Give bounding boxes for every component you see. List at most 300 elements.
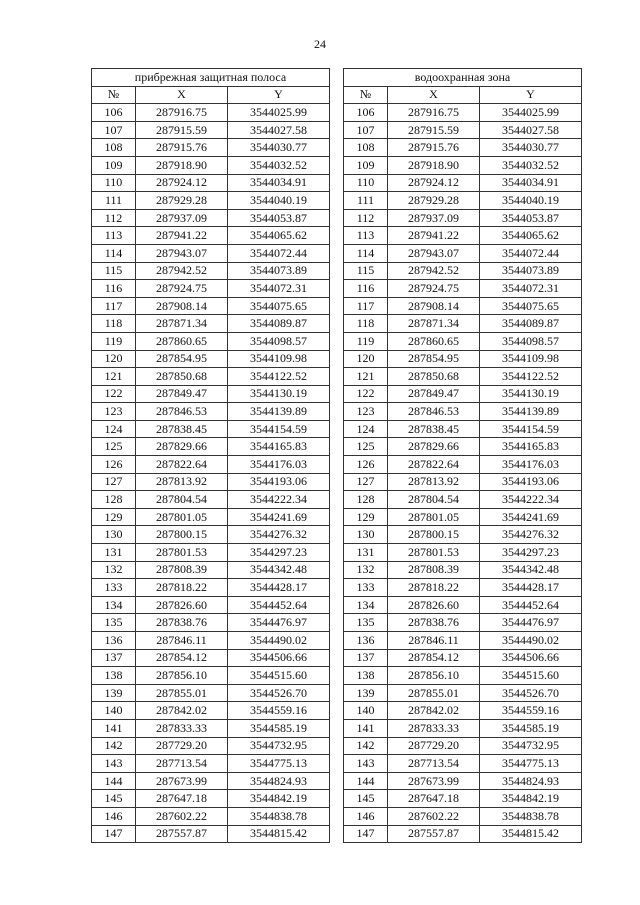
cell-x: 287924.75 xyxy=(136,280,228,298)
cell-y: 3544176.03 xyxy=(228,456,330,474)
cell-number: 125 xyxy=(92,438,136,456)
cell-y: 3544073.89 xyxy=(480,262,582,280)
cell-number: 116 xyxy=(344,280,388,298)
table-row xyxy=(92,297,330,315)
cell-y: 3544034.91 xyxy=(228,174,330,192)
table-row xyxy=(344,790,582,808)
cell-x: 287924.12 xyxy=(388,174,480,192)
cell-x: 287804.54 xyxy=(136,491,228,509)
cell-number: 144 xyxy=(344,772,388,790)
cell-y: 3544452.64 xyxy=(480,596,582,614)
table-row xyxy=(92,491,330,509)
cell-x: 287829.66 xyxy=(136,438,228,456)
table-row xyxy=(92,350,330,368)
cell-y: 3544842.19 xyxy=(480,790,582,808)
cell-y: 3544165.83 xyxy=(480,438,582,456)
cell-number: 106 xyxy=(92,104,136,122)
coordinates-table-water-protection-zone xyxy=(343,68,582,843)
cell-x: 287647.18 xyxy=(388,790,480,808)
cell-number: 106 xyxy=(344,104,388,122)
cell-y: 3544193.06 xyxy=(228,473,330,491)
cell-number: 113 xyxy=(92,227,136,245)
cell-number: 123 xyxy=(92,403,136,421)
cell-number: 143 xyxy=(344,755,388,773)
table-row xyxy=(92,174,330,192)
cell-y: 3544098.57 xyxy=(228,332,330,350)
table-row xyxy=(344,174,582,192)
cell-y: 3544130.19 xyxy=(228,385,330,403)
cell-x: 287713.54 xyxy=(136,755,228,773)
cell-x: 287846.53 xyxy=(136,403,228,421)
table-row xyxy=(344,280,582,298)
cell-y: 3544490.02 xyxy=(480,632,582,650)
column-header-number: № xyxy=(92,86,136,104)
cell-x: 287846.11 xyxy=(136,632,228,650)
cell-y: 3544276.32 xyxy=(480,526,582,544)
table-row xyxy=(92,702,330,720)
cell-y: 3544072.31 xyxy=(480,280,582,298)
cell-y: 3544452.64 xyxy=(228,596,330,614)
cell-x: 287929.28 xyxy=(388,192,480,210)
table-row xyxy=(344,755,582,773)
cell-x: 287856.10 xyxy=(388,667,480,685)
cell-x: 287849.47 xyxy=(388,385,480,403)
cell-number: 138 xyxy=(92,667,136,685)
table-row xyxy=(92,332,330,350)
table-row xyxy=(344,121,582,139)
cell-x: 287842.02 xyxy=(388,702,480,720)
cell-x: 287850.68 xyxy=(388,368,480,386)
cell-x: 287915.76 xyxy=(136,139,228,157)
cell-number: 132 xyxy=(92,561,136,579)
cell-x: 287908.14 xyxy=(136,297,228,315)
cell-x: 287838.45 xyxy=(136,420,228,438)
table-row xyxy=(92,438,330,456)
cell-y: 3544297.23 xyxy=(228,544,330,562)
cell-x: 287647.18 xyxy=(136,790,228,808)
cell-number: 113 xyxy=(344,227,388,245)
cell-number: 124 xyxy=(344,420,388,438)
table-row xyxy=(344,192,582,210)
cell-number: 109 xyxy=(344,156,388,174)
cell-number: 125 xyxy=(344,438,388,456)
cell-number: 130 xyxy=(92,526,136,544)
table-row xyxy=(92,280,330,298)
cell-number: 122 xyxy=(344,385,388,403)
coordinates-table-coastal-strip xyxy=(91,68,330,843)
cell-x: 287838.45 xyxy=(388,420,480,438)
cell-x: 287846.11 xyxy=(388,632,480,650)
cell-number: 147 xyxy=(92,825,136,843)
cell-y: 3544030.77 xyxy=(228,139,330,157)
cell-y: 3544842.19 xyxy=(228,790,330,808)
table-row xyxy=(92,262,330,280)
cell-y: 3544072.44 xyxy=(228,244,330,262)
table-row xyxy=(344,156,582,174)
cell-x: 287942.52 xyxy=(388,262,480,280)
table-row xyxy=(92,209,330,227)
cell-x: 287818.22 xyxy=(388,579,480,597)
cell-x: 287829.66 xyxy=(388,438,480,456)
cell-y: 3544032.52 xyxy=(228,156,330,174)
table-row xyxy=(344,139,582,157)
cell-number: 136 xyxy=(92,632,136,650)
cell-x: 287850.68 xyxy=(136,368,228,386)
cell-y: 3544838.78 xyxy=(228,807,330,825)
cell-y: 3544034.91 xyxy=(480,174,582,192)
cell-x: 287822.64 xyxy=(388,456,480,474)
table-row xyxy=(344,491,582,509)
table-row xyxy=(92,649,330,667)
cell-x: 287915.59 xyxy=(136,121,228,139)
cell-x: 287937.09 xyxy=(136,209,228,227)
cell-x: 287854.95 xyxy=(136,350,228,368)
cell-number: 120 xyxy=(92,350,136,368)
cell-y: 3544072.31 xyxy=(228,280,330,298)
cell-number: 133 xyxy=(344,579,388,597)
cell-number: 110 xyxy=(344,174,388,192)
cell-number: 131 xyxy=(92,544,136,562)
table-row xyxy=(92,192,330,210)
cell-x: 287943.07 xyxy=(136,244,228,262)
table-row xyxy=(92,508,330,526)
table-row xyxy=(344,579,582,597)
cell-y: 3544025.99 xyxy=(480,104,582,122)
cell-y: 3544122.52 xyxy=(228,368,330,386)
table-row xyxy=(92,825,330,843)
cell-number: 141 xyxy=(92,719,136,737)
cell-number: 115 xyxy=(92,262,136,280)
cell-number: 117 xyxy=(344,297,388,315)
table-row xyxy=(92,579,330,597)
cell-x: 287838.76 xyxy=(388,614,480,632)
cell-y: 3544526.70 xyxy=(228,684,330,702)
cell-x: 287822.64 xyxy=(136,456,228,474)
cell-y: 3544824.93 xyxy=(228,772,330,790)
cell-number: 112 xyxy=(92,209,136,227)
cell-number: 121 xyxy=(92,368,136,386)
table-row xyxy=(92,227,330,245)
cell-y: 3544506.66 xyxy=(480,649,582,667)
table-row xyxy=(344,104,582,122)
cell-y: 3544428.17 xyxy=(480,579,582,597)
cell-number: 127 xyxy=(92,473,136,491)
cell-number: 114 xyxy=(344,244,388,262)
cell-y: 3544139.89 xyxy=(480,403,582,421)
cell-x: 287846.53 xyxy=(388,403,480,421)
cell-y: 3544824.93 xyxy=(480,772,582,790)
table-row xyxy=(344,420,582,438)
cell-x: 287871.34 xyxy=(388,315,480,333)
cell-y: 3544109.98 xyxy=(228,350,330,368)
cell-x: 287729.20 xyxy=(136,737,228,755)
cell-x: 287860.65 xyxy=(388,332,480,350)
cell-y: 3544476.97 xyxy=(480,614,582,632)
table-row xyxy=(344,702,582,720)
cell-y: 3544732.95 xyxy=(228,737,330,755)
cell-x: 287602.22 xyxy=(388,807,480,825)
cell-number: 140 xyxy=(344,702,388,720)
cell-y: 3544515.60 xyxy=(228,667,330,685)
cell-x: 287801.53 xyxy=(388,544,480,562)
cell-x: 287924.12 xyxy=(136,174,228,192)
cell-x: 287915.59 xyxy=(388,121,480,139)
cell-y: 3544732.95 xyxy=(480,737,582,755)
cell-x: 287943.07 xyxy=(388,244,480,262)
cell-y: 3544154.59 xyxy=(480,420,582,438)
cell-y: 3544098.57 xyxy=(480,332,582,350)
cell-x: 287860.65 xyxy=(136,332,228,350)
cell-y: 3544342.48 xyxy=(480,561,582,579)
table-row xyxy=(344,262,582,280)
cell-number: 140 xyxy=(92,702,136,720)
cell-number: 111 xyxy=(344,192,388,210)
cell-number: 122 xyxy=(92,385,136,403)
table-row xyxy=(344,825,582,843)
table-row xyxy=(344,614,582,632)
cell-x: 287855.01 xyxy=(136,684,228,702)
cell-y: 3544176.03 xyxy=(480,456,582,474)
cell-x: 287808.39 xyxy=(388,561,480,579)
table-row xyxy=(344,667,582,685)
table-row xyxy=(92,790,330,808)
cell-x: 287916.75 xyxy=(136,104,228,122)
cell-x: 287813.92 xyxy=(388,473,480,491)
cell-number: 109 xyxy=(92,156,136,174)
cell-x: 287833.33 xyxy=(136,719,228,737)
cell-x: 287854.95 xyxy=(388,350,480,368)
cell-number: 110 xyxy=(92,174,136,192)
table-row xyxy=(92,104,330,122)
table-row xyxy=(344,632,582,650)
cell-number: 143 xyxy=(92,755,136,773)
cell-y: 3544775.13 xyxy=(228,755,330,773)
cell-number: 129 xyxy=(344,508,388,526)
cell-number: 119 xyxy=(92,332,136,350)
cell-y: 3544065.62 xyxy=(480,227,582,245)
cell-x: 287713.54 xyxy=(388,755,480,773)
table-title: водоохранная зона xyxy=(344,69,582,87)
cell-number: 119 xyxy=(344,332,388,350)
table-row xyxy=(344,385,582,403)
table-row xyxy=(344,368,582,386)
table-row xyxy=(92,719,330,737)
table-row xyxy=(92,385,330,403)
cell-number: 115 xyxy=(344,262,388,280)
cell-y: 3544154.59 xyxy=(228,420,330,438)
cell-number: 139 xyxy=(344,684,388,702)
cell-number: 111 xyxy=(92,192,136,210)
table-row xyxy=(92,156,330,174)
cell-x: 287942.52 xyxy=(136,262,228,280)
table-row xyxy=(92,368,330,386)
table-row xyxy=(92,807,330,825)
table-row xyxy=(92,596,330,614)
table-row xyxy=(92,473,330,491)
column-header-number: № xyxy=(344,86,388,104)
cell-x: 287800.15 xyxy=(388,526,480,544)
cell-y: 3544815.42 xyxy=(480,825,582,843)
table-row xyxy=(92,684,330,702)
cell-number: 107 xyxy=(344,121,388,139)
cell-number: 133 xyxy=(92,579,136,597)
cell-x: 287918.90 xyxy=(388,156,480,174)
table-row xyxy=(344,684,582,702)
table-row xyxy=(344,526,582,544)
cell-number: 144 xyxy=(92,772,136,790)
cell-number: 123 xyxy=(344,403,388,421)
cell-x: 287941.22 xyxy=(136,227,228,245)
cell-x: 287800.15 xyxy=(136,526,228,544)
cell-y: 3544193.06 xyxy=(480,473,582,491)
cell-number: 108 xyxy=(344,139,388,157)
cell-y: 3544130.19 xyxy=(480,385,582,403)
table-row xyxy=(92,315,330,333)
cell-y: 3544506.66 xyxy=(228,649,330,667)
table-row xyxy=(344,315,582,333)
cell-y: 3544559.16 xyxy=(228,702,330,720)
table-row xyxy=(344,649,582,667)
table-row xyxy=(344,737,582,755)
cell-x: 287854.12 xyxy=(136,649,228,667)
cell-number: 139 xyxy=(92,684,136,702)
cell-x: 287854.12 xyxy=(388,649,480,667)
cell-x: 287924.75 xyxy=(388,280,480,298)
cell-x: 287937.09 xyxy=(388,209,480,227)
cell-y: 3544072.44 xyxy=(480,244,582,262)
cell-number: 142 xyxy=(344,737,388,755)
column-header-x: X xyxy=(388,86,480,104)
cell-number: 126 xyxy=(92,456,136,474)
cell-y: 3544490.02 xyxy=(228,632,330,650)
cell-x: 287849.47 xyxy=(136,385,228,403)
table-row xyxy=(92,561,330,579)
table-row xyxy=(92,667,330,685)
cell-y: 3544053.87 xyxy=(228,209,330,227)
cell-y: 3544032.52 xyxy=(480,156,582,174)
table-row xyxy=(344,561,582,579)
cell-number: 128 xyxy=(92,491,136,509)
cell-y: 3544030.77 xyxy=(480,139,582,157)
cell-x: 287801.53 xyxy=(136,544,228,562)
cell-y: 3544838.78 xyxy=(480,807,582,825)
cell-number: 130 xyxy=(344,526,388,544)
cell-number: 136 xyxy=(344,632,388,650)
cell-number: 118 xyxy=(92,315,136,333)
cell-y: 3544075.65 xyxy=(480,297,582,315)
cell-x: 287915.76 xyxy=(388,139,480,157)
table-row xyxy=(92,544,330,562)
table-row xyxy=(344,719,582,737)
cell-number: 107 xyxy=(92,121,136,139)
cell-number: 121 xyxy=(344,368,388,386)
cell-x: 287801.05 xyxy=(136,508,228,526)
table-row xyxy=(92,244,330,262)
table-row xyxy=(344,508,582,526)
cell-x: 287808.39 xyxy=(136,561,228,579)
column-header-y: Y xyxy=(480,86,582,104)
cell-x: 287929.28 xyxy=(136,192,228,210)
cell-x: 287855.01 xyxy=(388,684,480,702)
cell-y: 3544222.34 xyxy=(480,491,582,509)
cell-x: 287813.92 xyxy=(136,473,228,491)
column-header-x: X xyxy=(136,86,228,104)
cell-y: 3544025.99 xyxy=(228,104,330,122)
cell-y: 3544165.83 xyxy=(228,438,330,456)
cell-y: 3544775.13 xyxy=(480,755,582,773)
cell-x: 287908.14 xyxy=(388,297,480,315)
table-row xyxy=(92,403,330,421)
cell-x: 287941.22 xyxy=(388,227,480,245)
cell-y: 3544815.42 xyxy=(228,825,330,843)
table-row xyxy=(344,297,582,315)
cell-number: 131 xyxy=(344,544,388,562)
cell-y: 3544122.52 xyxy=(480,368,582,386)
table-row xyxy=(92,526,330,544)
cell-x: 287833.33 xyxy=(388,719,480,737)
cell-number: 145 xyxy=(344,790,388,808)
cell-number: 135 xyxy=(344,614,388,632)
cell-y: 3544065.62 xyxy=(228,227,330,245)
cell-number: 146 xyxy=(92,807,136,825)
table-row xyxy=(344,438,582,456)
table-row xyxy=(344,209,582,227)
table-row xyxy=(92,456,330,474)
cell-y: 3544027.58 xyxy=(480,121,582,139)
cell-number: 137 xyxy=(92,649,136,667)
cell-y: 3544241.69 xyxy=(480,508,582,526)
cell-y: 3544559.16 xyxy=(480,702,582,720)
table-row xyxy=(344,473,582,491)
cell-x: 287826.60 xyxy=(388,596,480,614)
cell-number: 134 xyxy=(344,596,388,614)
table-row xyxy=(344,244,582,262)
table-row xyxy=(92,420,330,438)
cell-x: 287826.60 xyxy=(136,596,228,614)
cell-x: 287557.87 xyxy=(136,825,228,843)
cell-number: 141 xyxy=(344,719,388,737)
cell-number: 117 xyxy=(92,297,136,315)
cell-x: 287673.99 xyxy=(136,772,228,790)
cell-y: 3544053.87 xyxy=(480,209,582,227)
cell-y: 3544428.17 xyxy=(228,579,330,597)
cell-number: 116 xyxy=(92,280,136,298)
cell-x: 287557.87 xyxy=(388,825,480,843)
cell-x: 287801.05 xyxy=(388,508,480,526)
table-row xyxy=(344,332,582,350)
column-header-y: Y xyxy=(228,86,330,104)
cell-number: 127 xyxy=(344,473,388,491)
table-row xyxy=(92,614,330,632)
cell-number: 108 xyxy=(92,139,136,157)
cell-y: 3544075.65 xyxy=(228,297,330,315)
cell-x: 287818.22 xyxy=(136,579,228,597)
cell-x: 287838.76 xyxy=(136,614,228,632)
cell-x: 287916.75 xyxy=(388,104,480,122)
cell-number: 120 xyxy=(344,350,388,368)
table-row xyxy=(344,807,582,825)
cell-y: 3544585.19 xyxy=(480,719,582,737)
cell-x: 287729.20 xyxy=(388,737,480,755)
cell-x: 287673.99 xyxy=(388,772,480,790)
table-row xyxy=(92,121,330,139)
table-row xyxy=(92,139,330,157)
cell-x: 287804.54 xyxy=(388,491,480,509)
cell-x: 287871.34 xyxy=(136,315,228,333)
cell-number: 124 xyxy=(92,420,136,438)
cell-x: 287918.90 xyxy=(136,156,228,174)
cell-x: 287842.02 xyxy=(136,702,228,720)
